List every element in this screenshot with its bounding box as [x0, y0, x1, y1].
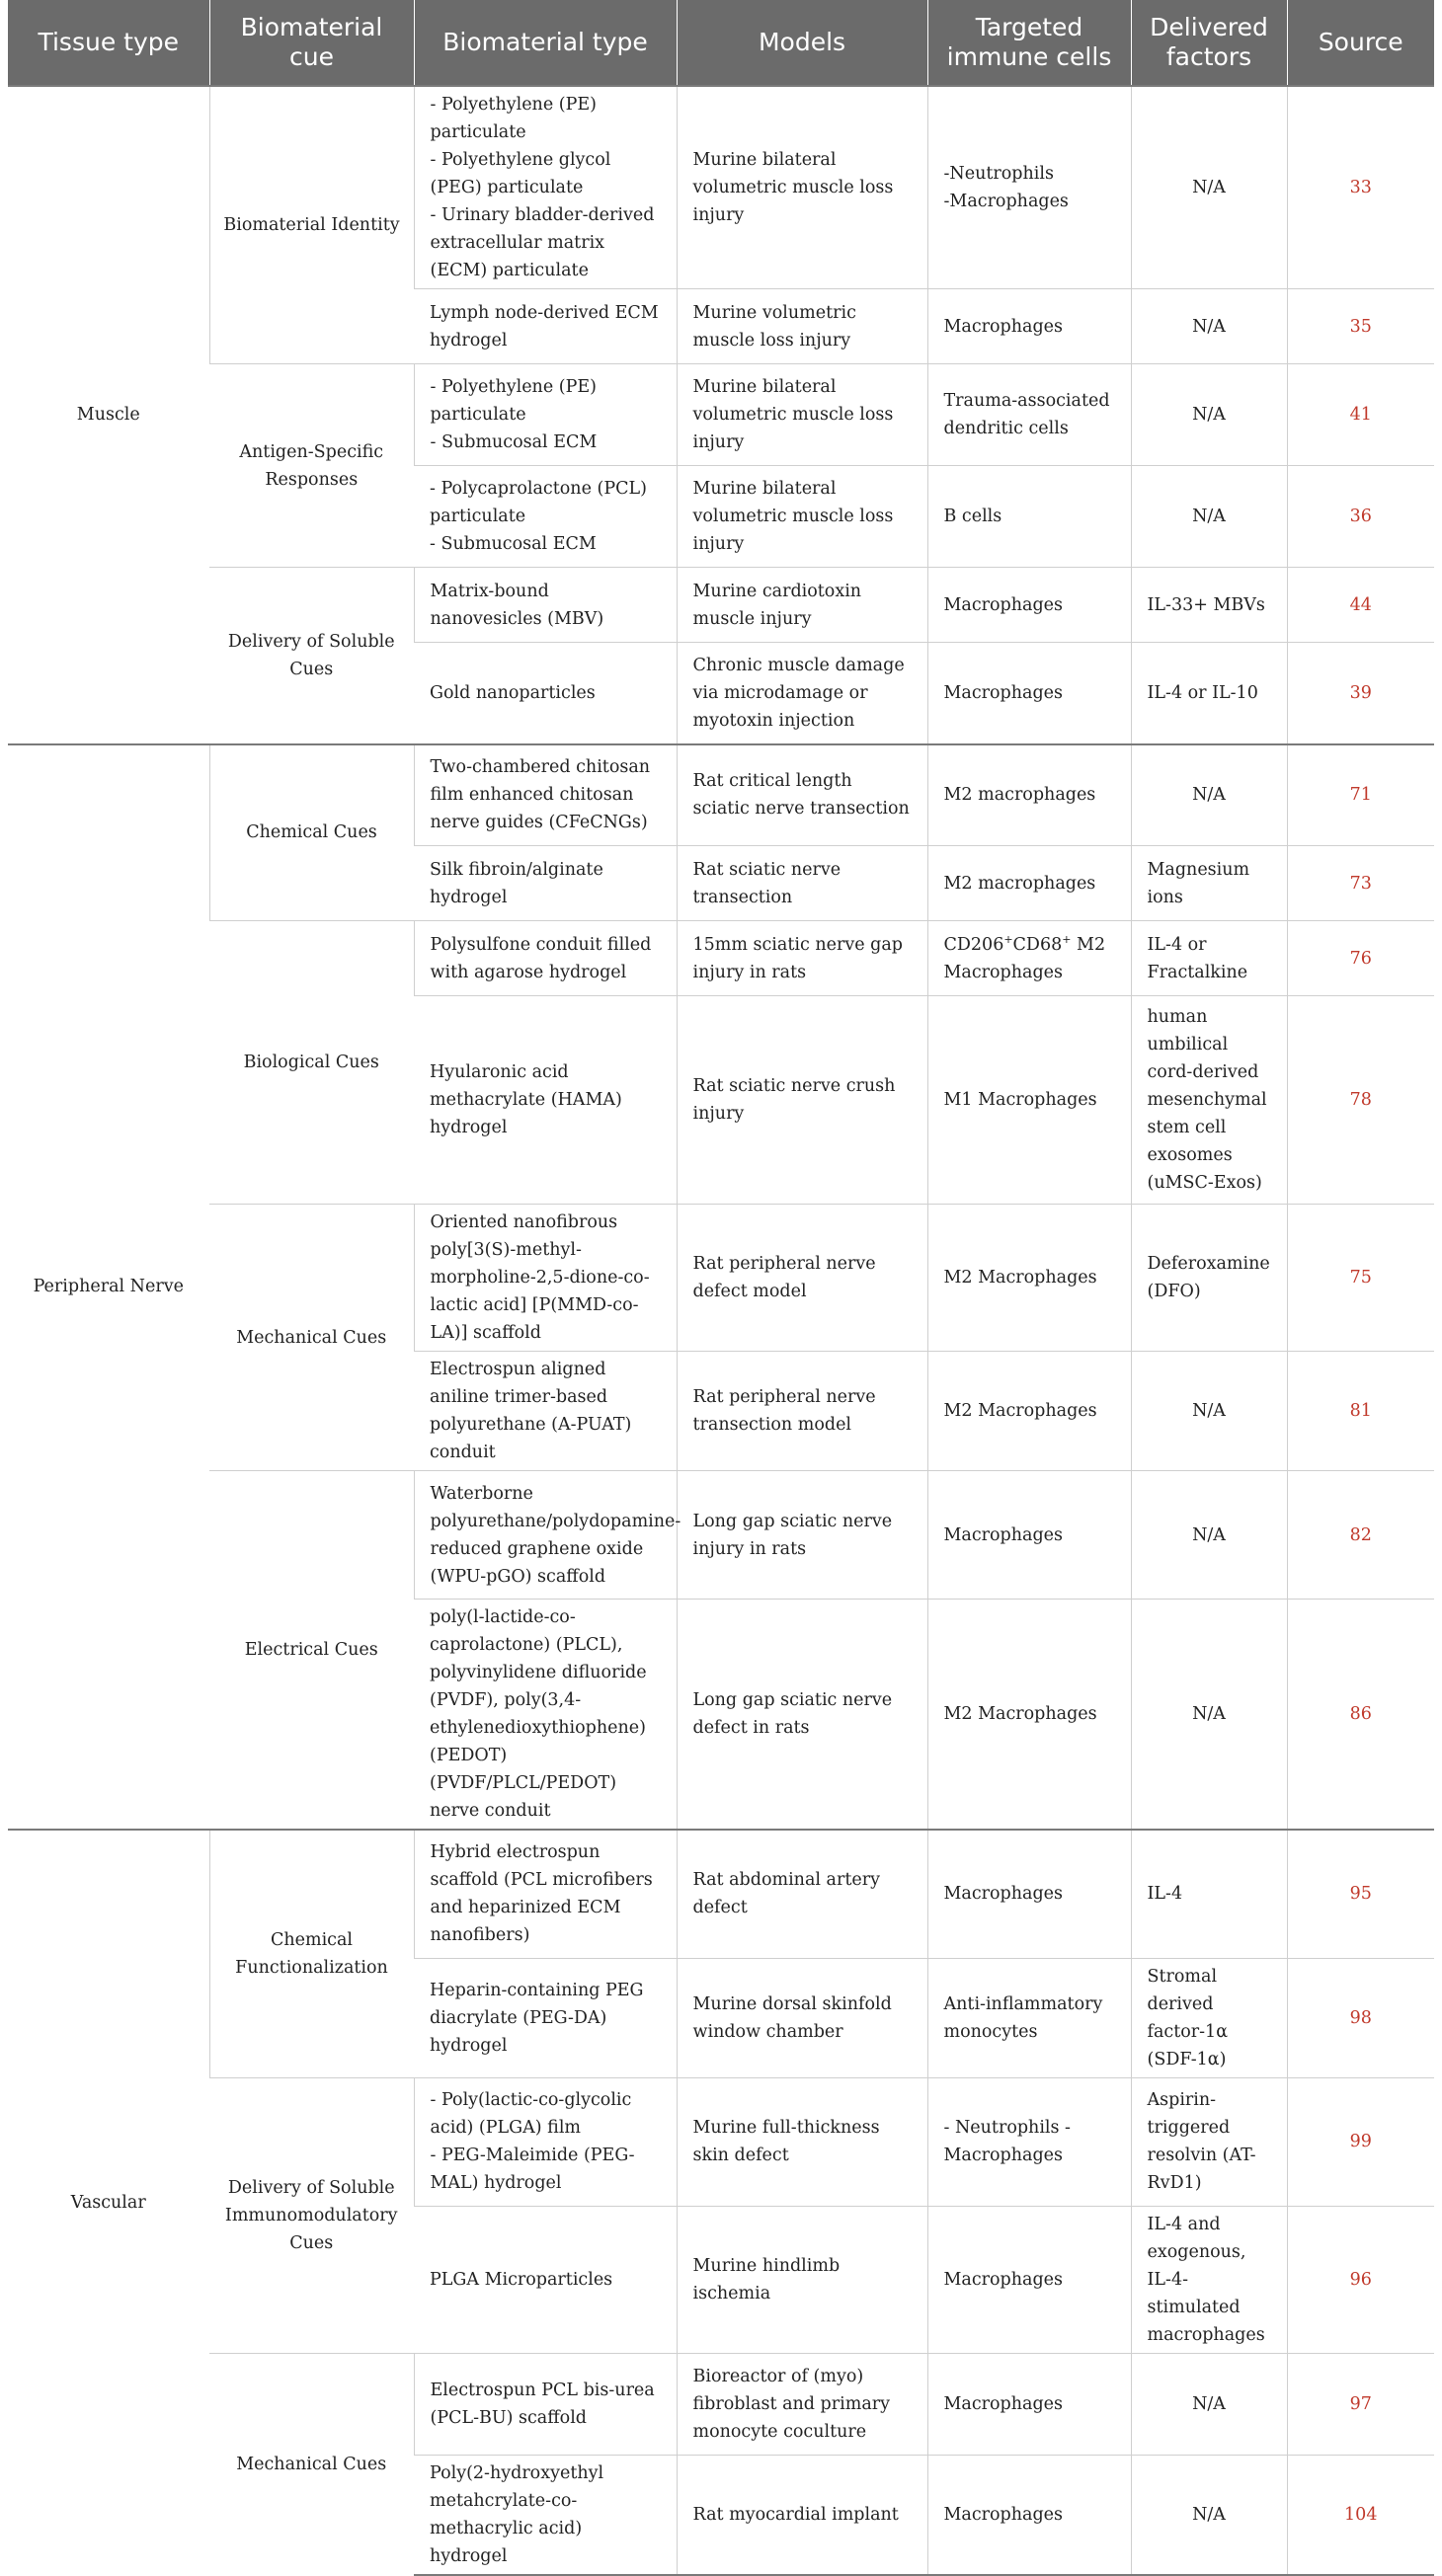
immune-cells-cell: Macrophages: [927, 2455, 1131, 2575]
biomaterial-type-cell: poly(l-lactide-co-caprolactone) (PLCL), polyvinylidene difluoride (PVDF), poly(3,4-ethylenedioxythiophene) (PEDOT) (PVDF/PLCL/PEDOT) nerve conduit: [414, 1600, 677, 1831]
biomaterial-type-cell: Oriented nanofibrous poly[3(S)-methyl-morpholine-2,5-dione-co-lactic acid] [P(MMD-co-LA)] scaffold: [414, 1205, 677, 1352]
immune-cells-cell: M2 macrophages: [927, 744, 1131, 846]
models-cell: Rat peripheral nerve transection model: [677, 1352, 927, 1471]
cue-mechanical-cues: Mechanical Cues: [209, 1205, 414, 1471]
table-row: [8, 568, 1434, 643]
biomaterial-type-cell: Silk fibroin/alginate hydrogel: [414, 846, 677, 921]
immune-cells-cell: M2 Macrophages: [927, 1600, 1131, 1831]
immune-cells-cell: - Neutrophils - Macrophages: [927, 2077, 1131, 2206]
factors-cell: N/A: [1131, 364, 1287, 466]
factors-cell: human umbilical cord-derived mesenchymal stem cell exosomes (uMSC-Exos): [1131, 996, 1287, 1205]
biomaterial-type-cell: Lymph node-derived ECM hydrogel: [414, 289, 677, 364]
source-link[interactable]: 41: [1287, 364, 1434, 466]
immune-cells-cell: Macrophages: [927, 289, 1131, 364]
factors-cell: Stromal derived factor-1α (SDF-1α): [1131, 1958, 1287, 2077]
header-models: Models: [677, 0, 927, 86]
biomaterial-type-cell: Matrix-bound nanovesicles (MBV): [414, 568, 677, 643]
factors-cell: N/A: [1131, 2353, 1287, 2455]
immune-cells-cell: CD206+CD68+ M2 Macrophages: [927, 921, 1131, 996]
biomaterial-type-cell: - Poly(lactic-co-glycolic acid) (PLGA) film - PEG-Maleimide (PEG-MAL) hydrogel: [414, 2077, 677, 2206]
immune-cells-cell: M2 Macrophages: [927, 1205, 1131, 1352]
table-row: [8, 744, 1434, 846]
header-targeted-immune-cells: Targeted immune cells: [927, 0, 1131, 86]
factors-cell: N/A: [1131, 2455, 1287, 2575]
factors-cell: N/A: [1131, 1600, 1287, 1831]
immune-cells-cell: Macrophages: [927, 2206, 1131, 2353]
immune-cells-cell: -Neutrophils -Macrophages: [927, 86, 1131, 289]
biomaterial-type-cell: Hyularonic acid methacrylate (HAMA) hydrogel: [414, 996, 677, 1205]
source-link[interactable]: 36: [1287, 466, 1434, 568]
biomaterial-type-cell: Gold nanoparticles: [414, 643, 677, 744]
factors-cell: IL-33+ MBVs: [1131, 568, 1287, 643]
source-link[interactable]: 82: [1287, 1471, 1434, 1600]
models-cell: Rat peripheral nerve defect model: [677, 1205, 927, 1352]
immune-cells-cell: Macrophages: [927, 1830, 1131, 1958]
models-cell: Murine hindlimb ischemia: [677, 2206, 927, 2353]
cue-chemical-cues: Chemical Cues: [209, 744, 414, 921]
table-row: [8, 921, 1434, 996]
models-cell: Rat abdominal artery defect: [677, 1830, 927, 1958]
table-row: [8, 1830, 1434, 1958]
cue-mechanical-cues-vascular: Mechanical Cues: [209, 2353, 414, 2575]
table-row: [8, 2077, 1434, 2206]
source-link[interactable]: 73: [1287, 846, 1434, 921]
immunomodulatory-biomaterials-table: [8, 0, 1434, 2576]
immune-cells-cell: Macrophages: [927, 2353, 1131, 2455]
immune-cells-cell: M2 macrophages: [927, 846, 1131, 921]
source-link[interactable]: 39: [1287, 643, 1434, 744]
biomaterial-type-cell: Electrospun PCL bis-urea (PCL-BU) scaffold: [414, 2353, 677, 2455]
models-cell: 15mm sciatic nerve gap injury in rats: [677, 921, 927, 996]
source-link[interactable]: 104: [1287, 2455, 1434, 2575]
models-cell: Bioreactor of (myo) fibroblast and primary monocyte coculture: [677, 2353, 927, 2455]
models-cell: Murine cardiotoxin muscle injury: [677, 568, 927, 643]
tissue-peripheral-nerve: Peripheral Nerve: [8, 744, 209, 1831]
biomaterial-type-cell: Poly(2-hydroxyethyl metahcrylate-co-methacrylic acid) hydrogel: [414, 2455, 677, 2575]
factors-cell: Magnesium ions: [1131, 846, 1287, 921]
models-cell: Chronic muscle damage via microdamage or myotoxin injection: [677, 643, 927, 744]
source-link[interactable]: 99: [1287, 2077, 1434, 2206]
models-cell: Murine bilateral volumetric muscle loss injury: [677, 364, 927, 466]
source-link[interactable]: 97: [1287, 2353, 1434, 2455]
models-cell: Long gap sciatic nerve injury in rats: [677, 1471, 927, 1600]
source-link[interactable]: 78: [1287, 996, 1434, 1205]
biomaterial-type-cell: - Polyethylene (PE) particulate - Submucosal ECM: [414, 364, 677, 466]
cue-biological-cues: Biological Cues: [209, 921, 414, 1205]
table-row: [8, 364, 1434, 466]
biomaterial-type-cell: Electrospun aligned aniline trimer-based polyurethane (A-PUAT) conduit: [414, 1352, 677, 1471]
factors-cell: Deferoxamine (DFO): [1131, 1205, 1287, 1352]
factors-cell: N/A: [1131, 1471, 1287, 1600]
factors-cell: N/A: [1131, 289, 1287, 364]
factors-cell: IL-4 or Fractalkine: [1131, 921, 1287, 996]
immune-cells-cell: M1 Macrophages: [927, 996, 1131, 1205]
biomaterial-type-cell: Two-chambered chitosan film enhanced chitosan nerve guides (CFeCNGs): [414, 744, 677, 846]
header-biomaterial-cue: Biomaterial cue: [209, 0, 414, 86]
factors-cell: N/A: [1131, 466, 1287, 568]
immune-cells-cell: Macrophages: [927, 643, 1131, 744]
models-cell: Murine dorsal skinfold window chamber: [677, 1958, 927, 2077]
biomaterial-type-cell: Heparin-containing PEG diacrylate (PEG-DA) hydrogel: [414, 1958, 677, 2077]
factors-cell: N/A: [1131, 744, 1287, 846]
source-link[interactable]: 76: [1287, 921, 1434, 996]
factors-cell: N/A: [1131, 86, 1287, 289]
models-cell: Murine bilateral volumetric muscle loss injury: [677, 86, 927, 289]
table-row: [8, 1471, 1434, 1600]
header-row: [8, 0, 1434, 86]
immune-cells-cell: Macrophages: [927, 1471, 1131, 1600]
table-row: [8, 2353, 1434, 2455]
cue-antigen-specific-responses: Antigen-Specific Responses: [209, 364, 414, 568]
factors-cell: IL-4: [1131, 1830, 1287, 1958]
source-link[interactable]: 35: [1287, 289, 1434, 364]
cue-chemical-functionalization: Chemical Functionalization: [209, 1830, 414, 2077]
cue-delivery-of-soluble-cues: Delivery of Soluble Cues: [209, 568, 414, 744]
models-cell: Long gap sciatic nerve defect in rats: [677, 1600, 927, 1831]
immune-cells-cell: Anti-inflammatory monocytes: [927, 1958, 1131, 2077]
models-cell: Rat critical length sciatic nerve transection: [677, 744, 927, 846]
source-link[interactable]: 81: [1287, 1352, 1434, 1471]
source-link[interactable]: 95: [1287, 1830, 1434, 1958]
immune-cells-cell: Macrophages: [927, 568, 1131, 643]
source-link[interactable]: 75: [1287, 1205, 1434, 1352]
table-row: [8, 86, 1434, 289]
header-biomaterial-type: Biomaterial type: [414, 0, 677, 86]
immune-cells-cell: Trauma-associated dendritic cells: [927, 364, 1131, 466]
cue-delivery-of-soluble-immunomodulatory-cues: Delivery of Soluble Immunomodulatory Cues: [209, 2077, 414, 2353]
biomaterial-type-cell: Hybrid electrospun scaffold (PCL microfibers and heparinized ECM nanofibers): [414, 1830, 677, 1958]
models-cell: Rat sciatic nerve transection: [677, 846, 927, 921]
factors-cell: IL-4 or IL-10: [1131, 643, 1287, 744]
biomaterial-type-cell: - Polyethylene (PE) particulate - Polyethylene glycol (PEG) particulate - Urinary bladder-derived extracellular matrix (ECM) particulate: [414, 86, 677, 289]
tissue-muscle: Muscle: [8, 86, 209, 744]
models-cell: Rat sciatic nerve crush injury: [677, 996, 927, 1205]
biomaterial-type-cell: - Polycaprolactone (PCL) particulate - Submucosal ECM: [414, 466, 677, 568]
biomaterial-type-cell: PLGA Microparticles: [414, 2206, 677, 2353]
header-source: Source: [1287, 0, 1434, 86]
header-delivered-factors: Delivered factors: [1131, 0, 1287, 86]
source-link[interactable]: 96: [1287, 2206, 1434, 2353]
models-cell: Murine bilateral volumetric muscle loss injury: [677, 466, 927, 568]
immune-cells-cell: B cells: [927, 466, 1131, 568]
tissue-vascular: Vascular: [8, 1830, 209, 2575]
models-cell: Murine volumetric muscle loss injury: [677, 289, 927, 364]
immune-cells-cell: M2 Macrophages: [927, 1352, 1131, 1471]
cue-biomaterial-identity: Biomaterial Identity: [209, 86, 414, 364]
models-cell: Rat myocardial implant: [677, 2455, 927, 2575]
source-link[interactable]: 33: [1287, 86, 1434, 289]
source-link[interactable]: 71: [1287, 744, 1434, 846]
biomaterial-type-cell: Waterborne polyurethane/polydopamine-reduced graphene oxide (WPU-pGO) scaffold: [414, 1471, 677, 1600]
factors-cell: Aspirin-triggered resolvin (AT-RvD1): [1131, 2077, 1287, 2206]
source-link[interactable]: 98: [1287, 1958, 1434, 2077]
factors-cell: N/A: [1131, 1352, 1287, 1471]
source-link[interactable]: 86: [1287, 1600, 1434, 1831]
source-link[interactable]: 44: [1287, 568, 1434, 643]
factors-cell: IL-4 and exogenous, IL-4-stimulated macrophages: [1131, 2206, 1287, 2353]
header-tissue-type: Tissue type: [8, 0, 209, 86]
models-cell: Murine full-thickness skin defect: [677, 2077, 927, 2206]
biomaterial-type-cell: Polysulfone conduit filled with agarose hydrogel: [414, 921, 677, 996]
cue-electrical-cues: Electrical Cues: [209, 1471, 414, 1831]
table-row: [8, 1205, 1434, 1352]
